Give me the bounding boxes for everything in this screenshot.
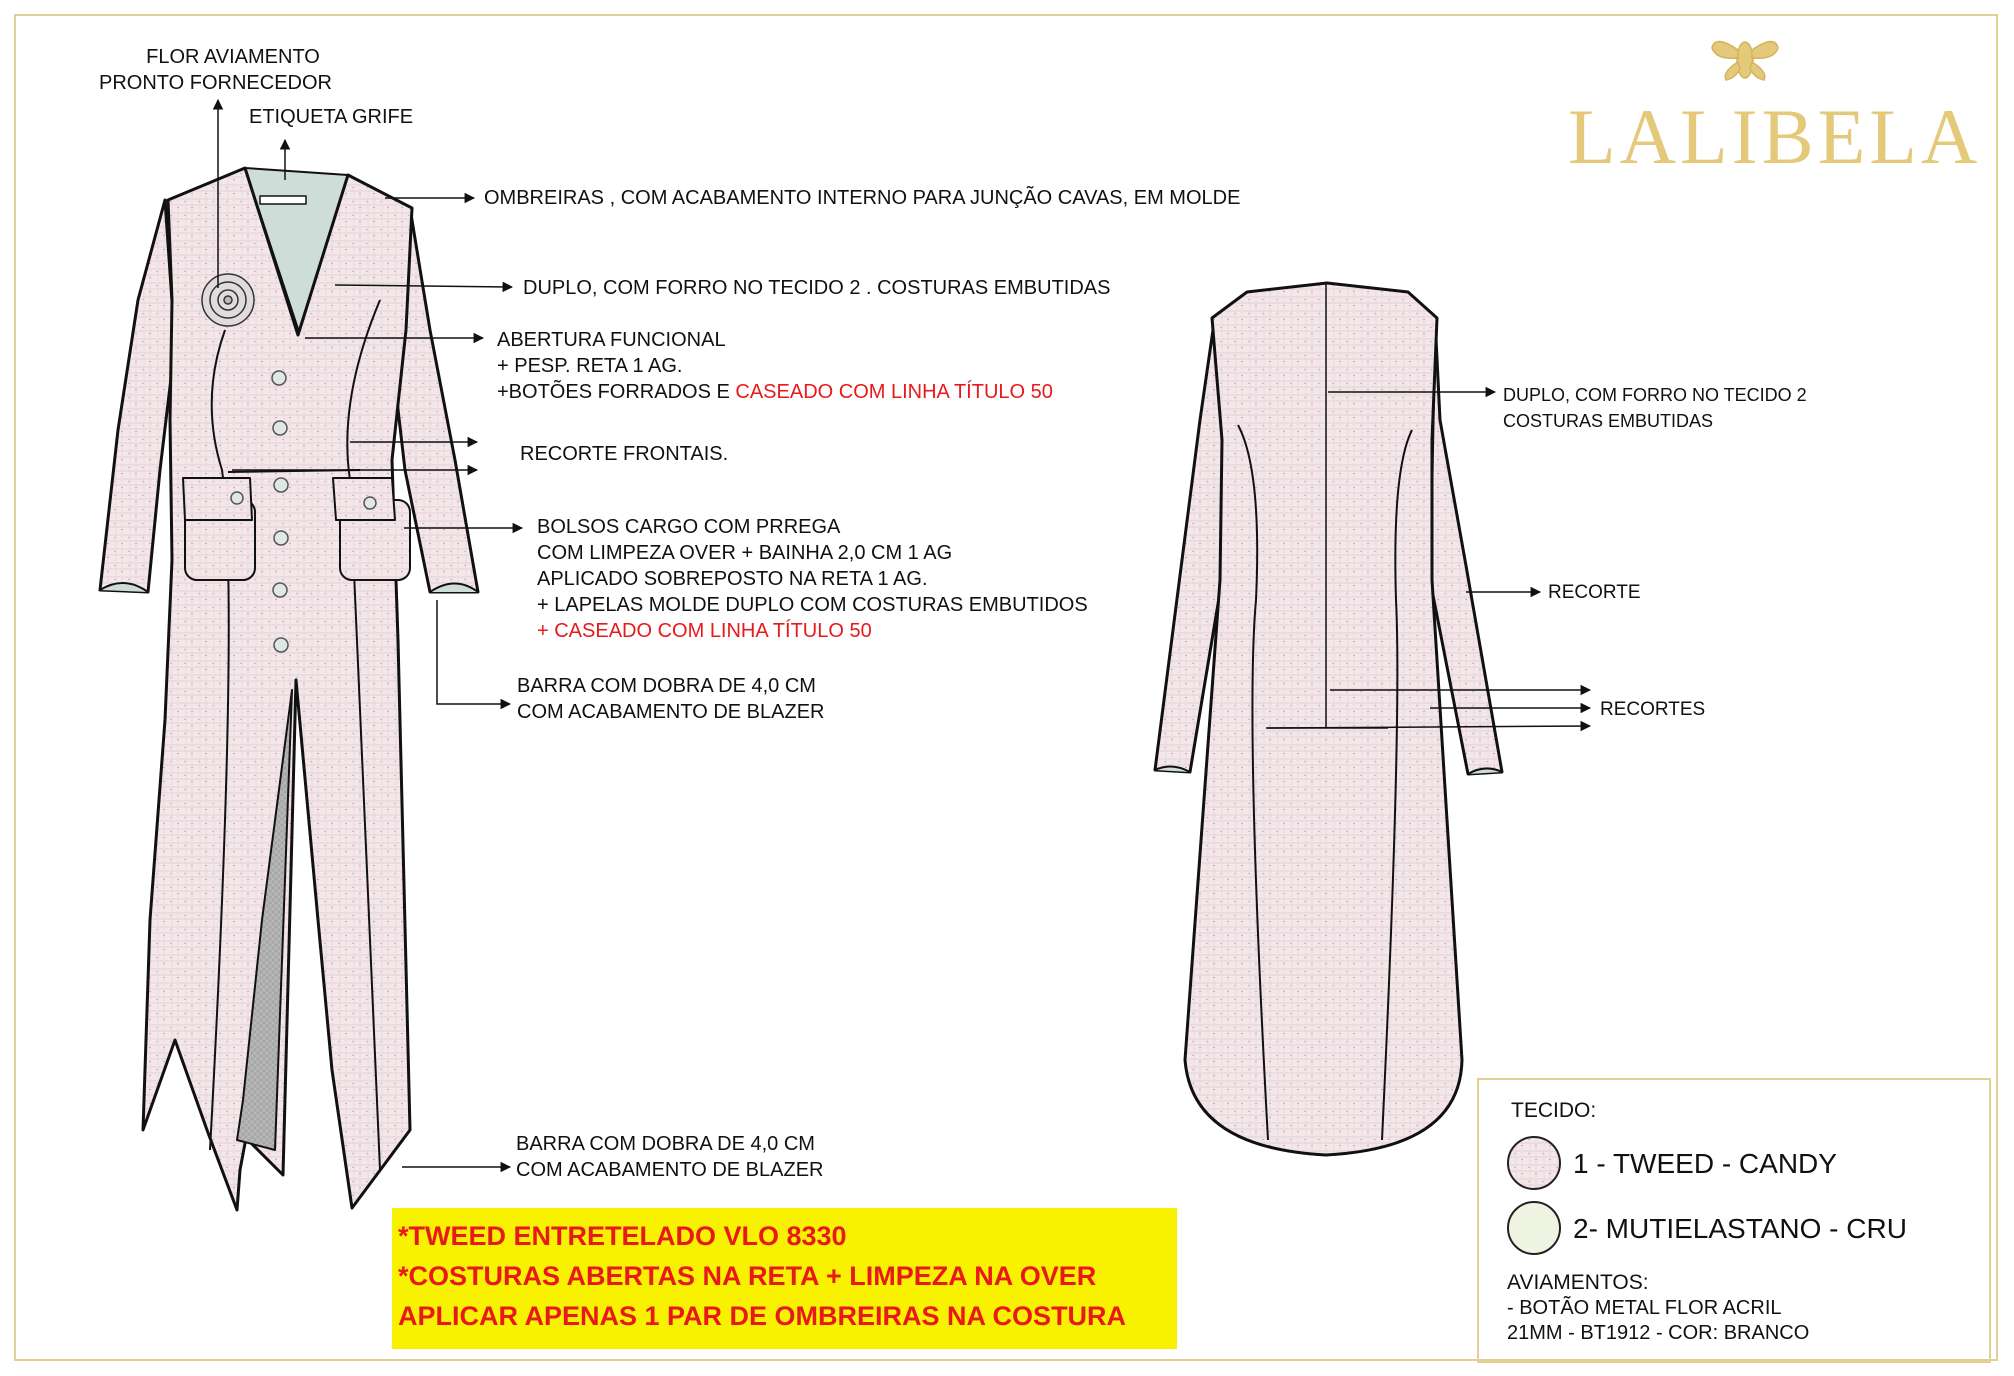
flower-button-icon xyxy=(274,478,288,492)
legend-fabric-2: 2- MUTIELASTANO - CRU xyxy=(1573,1213,1907,1244)
label-line xyxy=(497,379,1053,405)
front-left-sleeve xyxy=(100,200,175,592)
flower-button-icon xyxy=(273,421,287,435)
materials-legend xyxy=(1477,1078,1991,1363)
label-line: PRONTO FORNECEDOR xyxy=(99,72,332,94)
label-line: COM ACABAMENTO DE BLAZER xyxy=(517,701,825,723)
label-line: COSTURAS EMBUTIDAS xyxy=(1503,411,1714,431)
legend-aviamentos-title: AVIAMENTOS: xyxy=(1507,1271,1649,1294)
flower-button-icon xyxy=(364,497,376,509)
front-right-pocket-flap xyxy=(333,478,395,520)
flower-button-icon xyxy=(272,371,286,385)
label-line: COM ACABAMENTO DE BLAZER xyxy=(516,1159,824,1181)
label-line: + PESP. RETA 1 AG. xyxy=(497,355,683,377)
label-ombreiras: OMBREIRAS , COM ACABAMENTO INTERNO PARA JUNÇÃO CAVAS, EM MOLDE xyxy=(484,187,1241,209)
legend-fabric-1: 1 - TWEED - CANDY xyxy=(1573,1148,1837,1179)
flower-button-icon xyxy=(274,531,288,545)
label-line: + LAPELAS MOLDE DUPLO COM COSTURAS EMBUTIDOS xyxy=(537,594,1088,616)
back-view xyxy=(1155,283,1502,1155)
legend-aviamento-1: - BOTÃO METAL FLOR ACRIL xyxy=(1507,1297,1782,1319)
legend-aviamento-2: 21MM - BT1912 - COR: BRANCO xyxy=(1507,1322,1810,1344)
label-red-line: + CASEADO COM LINHA TÍTULO 50 xyxy=(537,620,872,642)
flower-button-icon xyxy=(231,492,243,504)
flower-button-icon xyxy=(274,638,288,652)
label-text: +BOTÕES FORRADOS E xyxy=(497,381,736,403)
label-abertura xyxy=(497,327,1053,405)
label-back-recorte: RECORTE xyxy=(1548,582,1641,603)
label-line: ABERTURA FUNCIONAL xyxy=(497,329,726,351)
note-line: *COSTURAS ABERTAS NA RETA + LIMPEZA NA OVER xyxy=(398,1261,1097,1291)
label-duplo: DUPLO, COM FORRO NO TECIDO 2 . COSTURAS EMBUTIDAS xyxy=(523,277,1111,299)
back-body xyxy=(1185,283,1462,1155)
label-line: COM LIMPEZA OVER + BAINHA 2,0 CM 1 AG xyxy=(537,542,953,564)
label-back-recortes: RECORTES xyxy=(1600,699,1706,720)
label-flor xyxy=(99,44,332,96)
brand-logo-text: LALIBELA xyxy=(1568,93,1982,180)
label-red-text: CASEADO COM LINHA TÍTULO 50 xyxy=(735,381,1053,403)
label-etiqueta: ETIQUETA GRIFE xyxy=(249,106,414,128)
label-barra-manga xyxy=(517,673,824,725)
label-line: BARRA COM DOBRA DE 4,0 CM xyxy=(517,675,816,697)
label-line: DUPLO, COM FORRO NO TECIDO 2 xyxy=(1503,385,1807,405)
label-recorte-frontais: RECORTE FRONTAIS. xyxy=(520,443,729,465)
care-label xyxy=(260,196,306,204)
label-line: BOLSOS CARGO COM PRREGA xyxy=(537,516,841,538)
label-line: BARRA COM DOBRA DE 4,0 CM xyxy=(516,1133,815,1155)
arrow-barra-manga xyxy=(437,600,510,704)
bee-icon xyxy=(1712,41,1778,80)
note-line: *TWEED ENTRETELADO VLO 8330 xyxy=(398,1221,847,1251)
legend-tecido-title: TECIDO: xyxy=(1511,1099,1597,1122)
flower-brooch-icon xyxy=(202,274,254,326)
front-view xyxy=(100,168,478,1210)
label-line: FLOR AVIAMENTO xyxy=(146,46,320,68)
label-back-duplo xyxy=(1503,382,1807,434)
note-line: APLICAR APENAS 1 PAR DE OMBREIRAS NA COSTURA xyxy=(398,1301,1127,1331)
label-barra-final xyxy=(516,1131,823,1183)
flower-button-icon xyxy=(273,583,287,597)
label-line: APLICADO SOBREPOSTO NA RETA 1 AG. xyxy=(537,568,928,590)
label-bolsos xyxy=(537,514,1088,644)
production-notes xyxy=(392,1208,1177,1349)
